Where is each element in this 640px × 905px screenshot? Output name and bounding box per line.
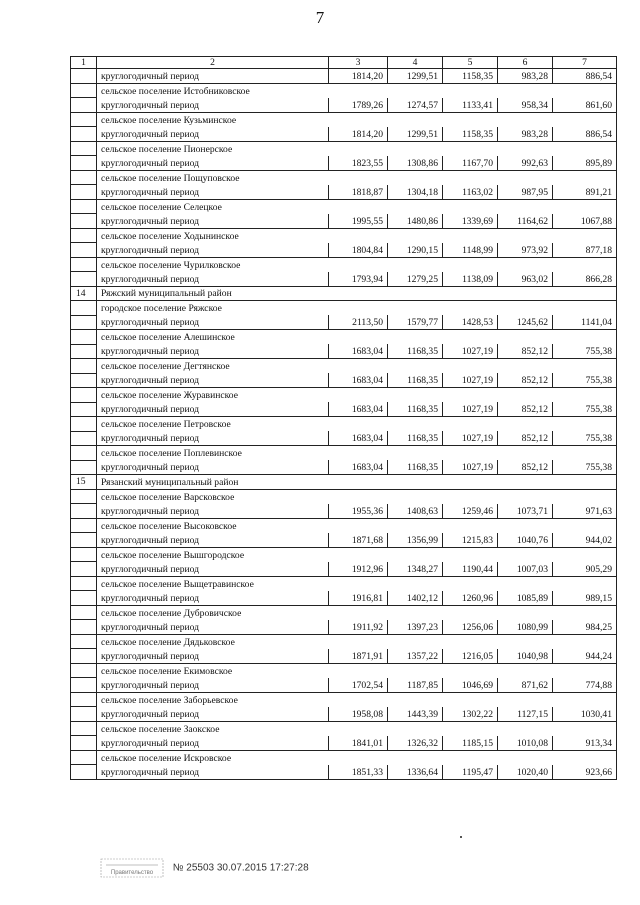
row-number-cell	[71, 576, 97, 591]
value-cell-col4: 1356,99	[388, 533, 443, 548]
value-cell-col6: 1085,89	[498, 591, 553, 606]
period-label-cell: круглогодичный период	[97, 373, 329, 388]
row-number-cell	[71, 518, 97, 533]
value-cell-col4: 1443,39	[388, 707, 443, 722]
settlement-name-row	[71, 286, 617, 301]
value-cell-col5: 1027,19	[443, 402, 498, 417]
value-cell-col3: 1683,04	[329, 460, 388, 475]
settlement-name-cell: сельское поселение Заборьевское	[97, 692, 617, 707]
settlement-name-row	[71, 663, 617, 678]
settlement-name-cell: сельское поселение Пощуповское	[97, 170, 617, 185]
value-cell-col5: 1158,35	[443, 127, 498, 142]
settlement-name-cell: сельское поселение Дегтянское	[97, 359, 617, 374]
settlement-name-row	[71, 518, 617, 533]
settlement-name-cell: сельское поселение Кузьминское	[97, 112, 617, 127]
value-cell-col5: 1167,70	[443, 156, 498, 171]
value-cell-col5: 1148,99	[443, 243, 498, 258]
tariff-table	[70, 56, 617, 780]
row-number-cell	[71, 750, 97, 765]
row-number-cell	[71, 489, 97, 504]
value-cell-col4: 1402,12	[388, 591, 443, 606]
value-cell-col4: 1397,23	[388, 620, 443, 635]
period-row	[71, 765, 617, 780]
value-cell-col3: 1683,04	[329, 402, 388, 417]
value-cell-col5: 1027,19	[443, 431, 498, 446]
header-cell: 1	[71, 57, 97, 69]
settlement-name-row	[71, 112, 617, 127]
period-label-cell: круглогодичный период	[97, 214, 329, 229]
row-number-cell	[71, 533, 97, 548]
value-cell-col6: 1010,08	[498, 736, 553, 751]
value-cell-col5: 1185,15	[443, 736, 498, 751]
row-number-cell	[71, 185, 97, 200]
row-number-cell	[71, 315, 97, 330]
period-label-cell: круглогодичный период	[97, 765, 329, 780]
row-number-cell	[71, 431, 97, 446]
period-row	[71, 620, 617, 635]
period-label-cell: круглогодичный период	[97, 402, 329, 417]
document-registration-info: № 25503 30.07.2015 17:27:28	[172, 862, 309, 874]
settlement-name-row	[71, 199, 617, 214]
row-number-cell	[71, 170, 97, 185]
value-cell-col3: 1683,04	[329, 344, 388, 359]
settlement-name-row	[71, 475, 617, 490]
value-cell-col3: 1851,33	[329, 765, 388, 780]
settlement-name-row	[71, 83, 617, 98]
value-cell-col3: 1702,54	[329, 678, 388, 693]
period-row	[71, 736, 617, 751]
period-label-cell: круглогодичный период	[97, 431, 329, 446]
settlement-name-row	[71, 228, 617, 243]
value-cell-col5: 1195,47	[443, 765, 498, 780]
row-number-cell	[71, 388, 97, 403]
row-number-cell	[71, 199, 97, 214]
settlement-name-cell: сельское поселение Заокское	[97, 721, 617, 736]
row-number-cell: 14	[71, 286, 97, 301]
value-cell-col6: 1164,62	[498, 214, 553, 229]
period-row	[71, 591, 617, 606]
value-cell-col6: 987,95	[498, 185, 553, 200]
value-cell-col7: 755,38	[553, 402, 617, 417]
period-row	[71, 69, 617, 84]
settlement-name-cell: сельское поселение Селецкое	[97, 199, 617, 214]
period-label-cell: круглогодичный период	[97, 678, 329, 693]
period-label-cell: круглогодичный период	[97, 127, 329, 142]
value-cell-col3: 1793,94	[329, 272, 388, 287]
value-cell-col6: 852,12	[498, 344, 553, 359]
value-cell-col7: 877,18	[553, 243, 617, 258]
value-cell-col5: 1259,46	[443, 504, 498, 519]
settlement-name-cell: сельское поселение Пионерское	[97, 141, 617, 156]
period-label-cell: круглогодичный период	[97, 736, 329, 751]
settlement-name-cell: сельское поселение Алешинское	[97, 330, 617, 345]
period-label-cell: круглогодичный период	[97, 562, 329, 577]
value-cell-col4: 1187,85	[388, 678, 443, 693]
settlement-name-cell: сельское поселение Ходынинское	[97, 228, 617, 243]
row-number-cell	[71, 98, 97, 113]
settlement-name-row	[71, 417, 617, 432]
value-cell-col3: 1804,84	[329, 243, 388, 258]
value-cell-col3: 1911,92	[329, 620, 388, 635]
value-cell-col3: 1871,68	[329, 533, 388, 548]
row-number-cell	[71, 417, 97, 432]
value-cell-col5: 1133,41	[443, 98, 498, 113]
value-cell-col4: 1274,57	[388, 98, 443, 113]
value-cell-col7: 774,88	[553, 678, 617, 693]
period-label-cell: круглогодичный период	[97, 243, 329, 258]
settlement-name-cell: Ряжский муниципальный район	[97, 286, 617, 301]
value-cell-col7: 895,89	[553, 156, 617, 171]
value-cell-col4: 1168,35	[388, 373, 443, 388]
value-cell-col7: 989,15	[553, 591, 617, 606]
row-number-cell	[71, 649, 97, 664]
value-cell-col7: 861,60	[553, 98, 617, 113]
period-row	[71, 533, 617, 548]
scan-dot	[460, 836, 462, 838]
row-number-cell	[71, 272, 97, 287]
header-cell: 5	[443, 57, 498, 69]
row-number-cell	[71, 228, 97, 243]
value-cell-col5: 1027,19	[443, 460, 498, 475]
settlement-name-row	[71, 634, 617, 649]
value-cell-col5: 1158,35	[443, 69, 498, 84]
period-row	[71, 315, 617, 330]
document-footer	[100, 858, 309, 878]
settlement-name-row	[71, 547, 617, 562]
row-number-cell	[71, 765, 97, 780]
settlement-name-cell: сельское поселение Екимовское	[97, 663, 617, 678]
value-cell-col6: 958,34	[498, 98, 553, 113]
row-number-cell	[71, 141, 97, 156]
row-number-cell	[71, 69, 97, 84]
row-number-cell	[71, 678, 97, 693]
row-number-cell	[71, 359, 97, 374]
value-cell-col5: 1027,19	[443, 344, 498, 359]
value-cell-col7: 944,02	[553, 533, 617, 548]
value-cell-col5: 1027,19	[443, 373, 498, 388]
settlement-name-row	[71, 301, 617, 316]
row-number-cell	[71, 460, 97, 475]
value-cell-col3: 1912,96	[329, 562, 388, 577]
value-cell-col7: 1067,88	[553, 214, 617, 229]
period-label-cell: круглогодичный период	[97, 98, 329, 113]
row-number-cell	[71, 504, 97, 519]
period-label-cell: круглогодичный период	[97, 272, 329, 287]
value-cell-col4: 1408,63	[388, 504, 443, 519]
value-cell-col7: 755,38	[553, 373, 617, 388]
period-label-cell: круглогодичный период	[97, 591, 329, 606]
value-cell-col5: 1428,53	[443, 315, 498, 330]
period-label-cell: круглогодичный период	[97, 504, 329, 519]
settlement-name-cell: сельское поселение Чурилковское	[97, 257, 617, 272]
period-row	[71, 185, 617, 200]
value-cell-col7: 755,38	[553, 431, 617, 446]
row-number-cell	[71, 591, 97, 606]
value-cell-col4: 1168,35	[388, 402, 443, 417]
period-row	[71, 127, 617, 142]
row-number-cell	[71, 373, 97, 388]
row-number-cell	[71, 301, 97, 316]
row-number-cell	[71, 402, 97, 417]
value-cell-col7: 1030,41	[553, 707, 617, 722]
value-cell-col4: 1290,15	[388, 243, 443, 258]
settlement-name-cell: сельское поселение Поплевинское	[97, 446, 617, 461]
value-cell-col6: 963,02	[498, 272, 553, 287]
value-cell-col4: 1308,86	[388, 156, 443, 171]
value-cell-col4: 1348,27	[388, 562, 443, 577]
value-cell-col4: 1326,32	[388, 736, 443, 751]
settlement-name-row	[71, 359, 617, 374]
value-cell-col5: 1260,96	[443, 591, 498, 606]
value-cell-col6: 852,12	[498, 460, 553, 475]
value-cell-col4: 1336,64	[388, 765, 443, 780]
settlement-name-row	[71, 721, 617, 736]
value-cell-col4: 1279,25	[388, 272, 443, 287]
value-cell-col7: 866,28	[553, 272, 617, 287]
settlement-name-row	[71, 170, 617, 185]
period-row	[71, 707, 617, 722]
value-cell-col5: 1339,69	[443, 214, 498, 229]
value-cell-col5: 1302,22	[443, 707, 498, 722]
value-cell-col3: 1814,20	[329, 127, 388, 142]
settlement-name-row	[71, 750, 617, 765]
row-number-cell	[71, 257, 97, 272]
value-cell-col4: 1168,35	[388, 344, 443, 359]
value-cell-col3: 1818,87	[329, 185, 388, 200]
row-number-cell	[71, 707, 97, 722]
value-cell-col5: 1163,02	[443, 185, 498, 200]
value-cell-col4: 1304,18	[388, 185, 443, 200]
header-cell: 6	[498, 57, 553, 69]
value-cell-col7: 886,54	[553, 127, 617, 142]
value-cell-col7: 891,21	[553, 185, 617, 200]
value-cell-col5: 1216,05	[443, 649, 498, 664]
settlement-name-row	[71, 446, 617, 461]
settlement-name-cell: сельское поселение Дядьковское	[97, 634, 617, 649]
value-cell-col5: 1138,09	[443, 272, 498, 287]
row-number-cell	[71, 243, 97, 258]
value-cell-col6: 973,92	[498, 243, 553, 258]
row-number-cell	[71, 344, 97, 359]
value-cell-col6: 983,28	[498, 127, 553, 142]
row-number-cell	[71, 692, 97, 707]
value-cell-col3: 1995,55	[329, 214, 388, 229]
value-cell-col4: 1480,86	[388, 214, 443, 229]
row-number-cell	[71, 214, 97, 229]
page-number: 7	[315, 8, 325, 27]
value-cell-col6: 1245,62	[498, 315, 553, 330]
settlement-name-cell: сельское поселение Журавинское	[97, 388, 617, 403]
period-label-cell: круглогодичный период	[97, 185, 329, 200]
row-number-cell	[71, 547, 97, 562]
period-label-cell: круглогодичный период	[97, 315, 329, 330]
value-cell-col7: 755,38	[553, 460, 617, 475]
row-number-cell	[71, 127, 97, 142]
value-cell-col6: 871,62	[498, 678, 553, 693]
value-cell-col7: 1141,04	[553, 315, 617, 330]
government-stamp-icon	[100, 858, 164, 878]
value-cell-col4: 1579,77	[388, 315, 443, 330]
settlement-name-row	[71, 330, 617, 345]
value-cell-col3: 2113,50	[329, 315, 388, 330]
settlement-name-cell: сельское поселение Истобниковское	[97, 83, 617, 98]
settlement-name-cell: сельское поселение Варсковское	[97, 489, 617, 504]
value-cell-col5: 1256,06	[443, 620, 498, 635]
value-cell-col7: 886,54	[553, 69, 617, 84]
value-cell-col4: 1299,51	[388, 69, 443, 84]
value-cell-col4: 1168,35	[388, 431, 443, 446]
value-cell-col7: 755,38	[553, 344, 617, 359]
settlement-name-row	[71, 692, 617, 707]
value-cell-col6: 992,63	[498, 156, 553, 171]
value-cell-col3: 1683,04	[329, 431, 388, 446]
row-number-cell	[71, 634, 97, 649]
settlement-name-cell: сельское поселение Петровское	[97, 417, 617, 432]
value-cell-col7: 944,24	[553, 649, 617, 664]
row-number-cell	[71, 562, 97, 577]
row-number-cell	[71, 112, 97, 127]
period-row	[71, 214, 617, 229]
row-number-cell	[71, 330, 97, 345]
period-label-cell: круглогодичный период	[97, 344, 329, 359]
settlement-name-cell: сельское поселение Дубровичское	[97, 605, 617, 620]
period-row	[71, 460, 617, 475]
value-cell-col4: 1299,51	[388, 127, 443, 142]
header-row	[71, 57, 617, 69]
value-cell-col7: 913,34	[553, 736, 617, 751]
value-cell-col6: 852,12	[498, 431, 553, 446]
period-label-cell: круглогодичный период	[97, 460, 329, 475]
value-cell-col5: 1215,83	[443, 533, 498, 548]
settlement-name-row	[71, 576, 617, 591]
value-cell-col6: 1040,76	[498, 533, 553, 548]
value-cell-col6: 1020,40	[498, 765, 553, 780]
value-cell-col6: 1073,71	[498, 504, 553, 519]
settlement-name-row	[71, 141, 617, 156]
settlement-name-cell: сельское поселение Искровское	[97, 750, 617, 765]
value-cell-col6: 1080,99	[498, 620, 553, 635]
value-cell-col4: 1357,22	[388, 649, 443, 664]
value-cell-col3: 1871,91	[329, 649, 388, 664]
row-number-cell: 15	[71, 475, 97, 490]
row-number-cell	[71, 446, 97, 461]
value-cell-col7: 923,66	[553, 765, 617, 780]
value-cell-col3: 1958,08	[329, 707, 388, 722]
value-cell-col7: 984,25	[553, 620, 617, 635]
settlement-name-cell: городское поселение Ряжское	[97, 301, 617, 316]
value-cell-col5: 1190,44	[443, 562, 498, 577]
value-cell-col3: 1823,55	[329, 156, 388, 171]
period-label-cell: круглогодичный период	[97, 649, 329, 664]
period-row	[71, 344, 617, 359]
settlement-name-cell: Рязанский муниципальный район	[97, 475, 617, 490]
value-cell-col3: 1789,26	[329, 98, 388, 113]
settlement-name-row	[71, 489, 617, 504]
settlement-name-row	[71, 605, 617, 620]
header-cell: 7	[553, 57, 617, 69]
value-cell-col3: 1683,04	[329, 373, 388, 388]
stamp-text: Правительство	[110, 870, 154, 876]
value-cell-col6: 852,12	[498, 373, 553, 388]
header-cell: 3	[329, 57, 388, 69]
value-cell-col7: 905,29	[553, 562, 617, 577]
settlement-name-cell: сельское поселение Выщетравинское	[97, 576, 617, 591]
row-number-cell	[71, 736, 97, 751]
value-cell-col6: 1127,15	[498, 707, 553, 722]
period-row	[71, 649, 617, 664]
value-cell-col6: 852,12	[498, 402, 553, 417]
period-label-cell: круглогодичный период	[97, 69, 329, 84]
period-label-cell: круглогодичный период	[97, 156, 329, 171]
period-label-cell: круглогодичный период	[97, 707, 329, 722]
value-cell-col6: 1007,03	[498, 562, 553, 577]
period-row	[71, 272, 617, 287]
row-number-cell	[71, 156, 97, 171]
value-cell-col3: 1955,36	[329, 504, 388, 519]
settlement-name-cell: сельское поселение Высоковское	[97, 518, 617, 533]
period-row	[71, 431, 617, 446]
settlement-name-row	[71, 257, 617, 272]
value-cell-col7: 971,63	[553, 504, 617, 519]
value-cell-col6: 1040,98	[498, 649, 553, 664]
settlement-name-cell: сельское поселение Вышгородское	[97, 547, 617, 562]
row-number-cell	[71, 721, 97, 736]
row-number-cell	[71, 83, 97, 98]
header-cell: 4	[388, 57, 443, 69]
table-body	[71, 57, 617, 780]
period-label-cell: круглогодичный период	[97, 533, 329, 548]
period-row	[71, 504, 617, 519]
value-cell-col3: 1841,01	[329, 736, 388, 751]
period-label-cell: круглогодичный период	[97, 620, 329, 635]
period-row	[71, 373, 617, 388]
row-number-cell	[71, 663, 97, 678]
row-number-cell	[71, 605, 97, 620]
value-cell-col6: 983,28	[498, 69, 553, 84]
period-row	[71, 98, 617, 113]
period-row	[71, 243, 617, 258]
settlement-name-row	[71, 388, 617, 403]
period-row	[71, 156, 617, 171]
header-cell: 2	[97, 57, 329, 69]
value-cell-col3: 1814,20	[329, 69, 388, 84]
value-cell-col5: 1046,69	[443, 678, 498, 693]
period-row	[71, 678, 617, 693]
period-row	[71, 562, 617, 577]
value-cell-col4: 1168,35	[388, 460, 443, 475]
period-row	[71, 402, 617, 417]
row-number-cell	[71, 620, 97, 635]
value-cell-col3: 1916,81	[329, 591, 388, 606]
